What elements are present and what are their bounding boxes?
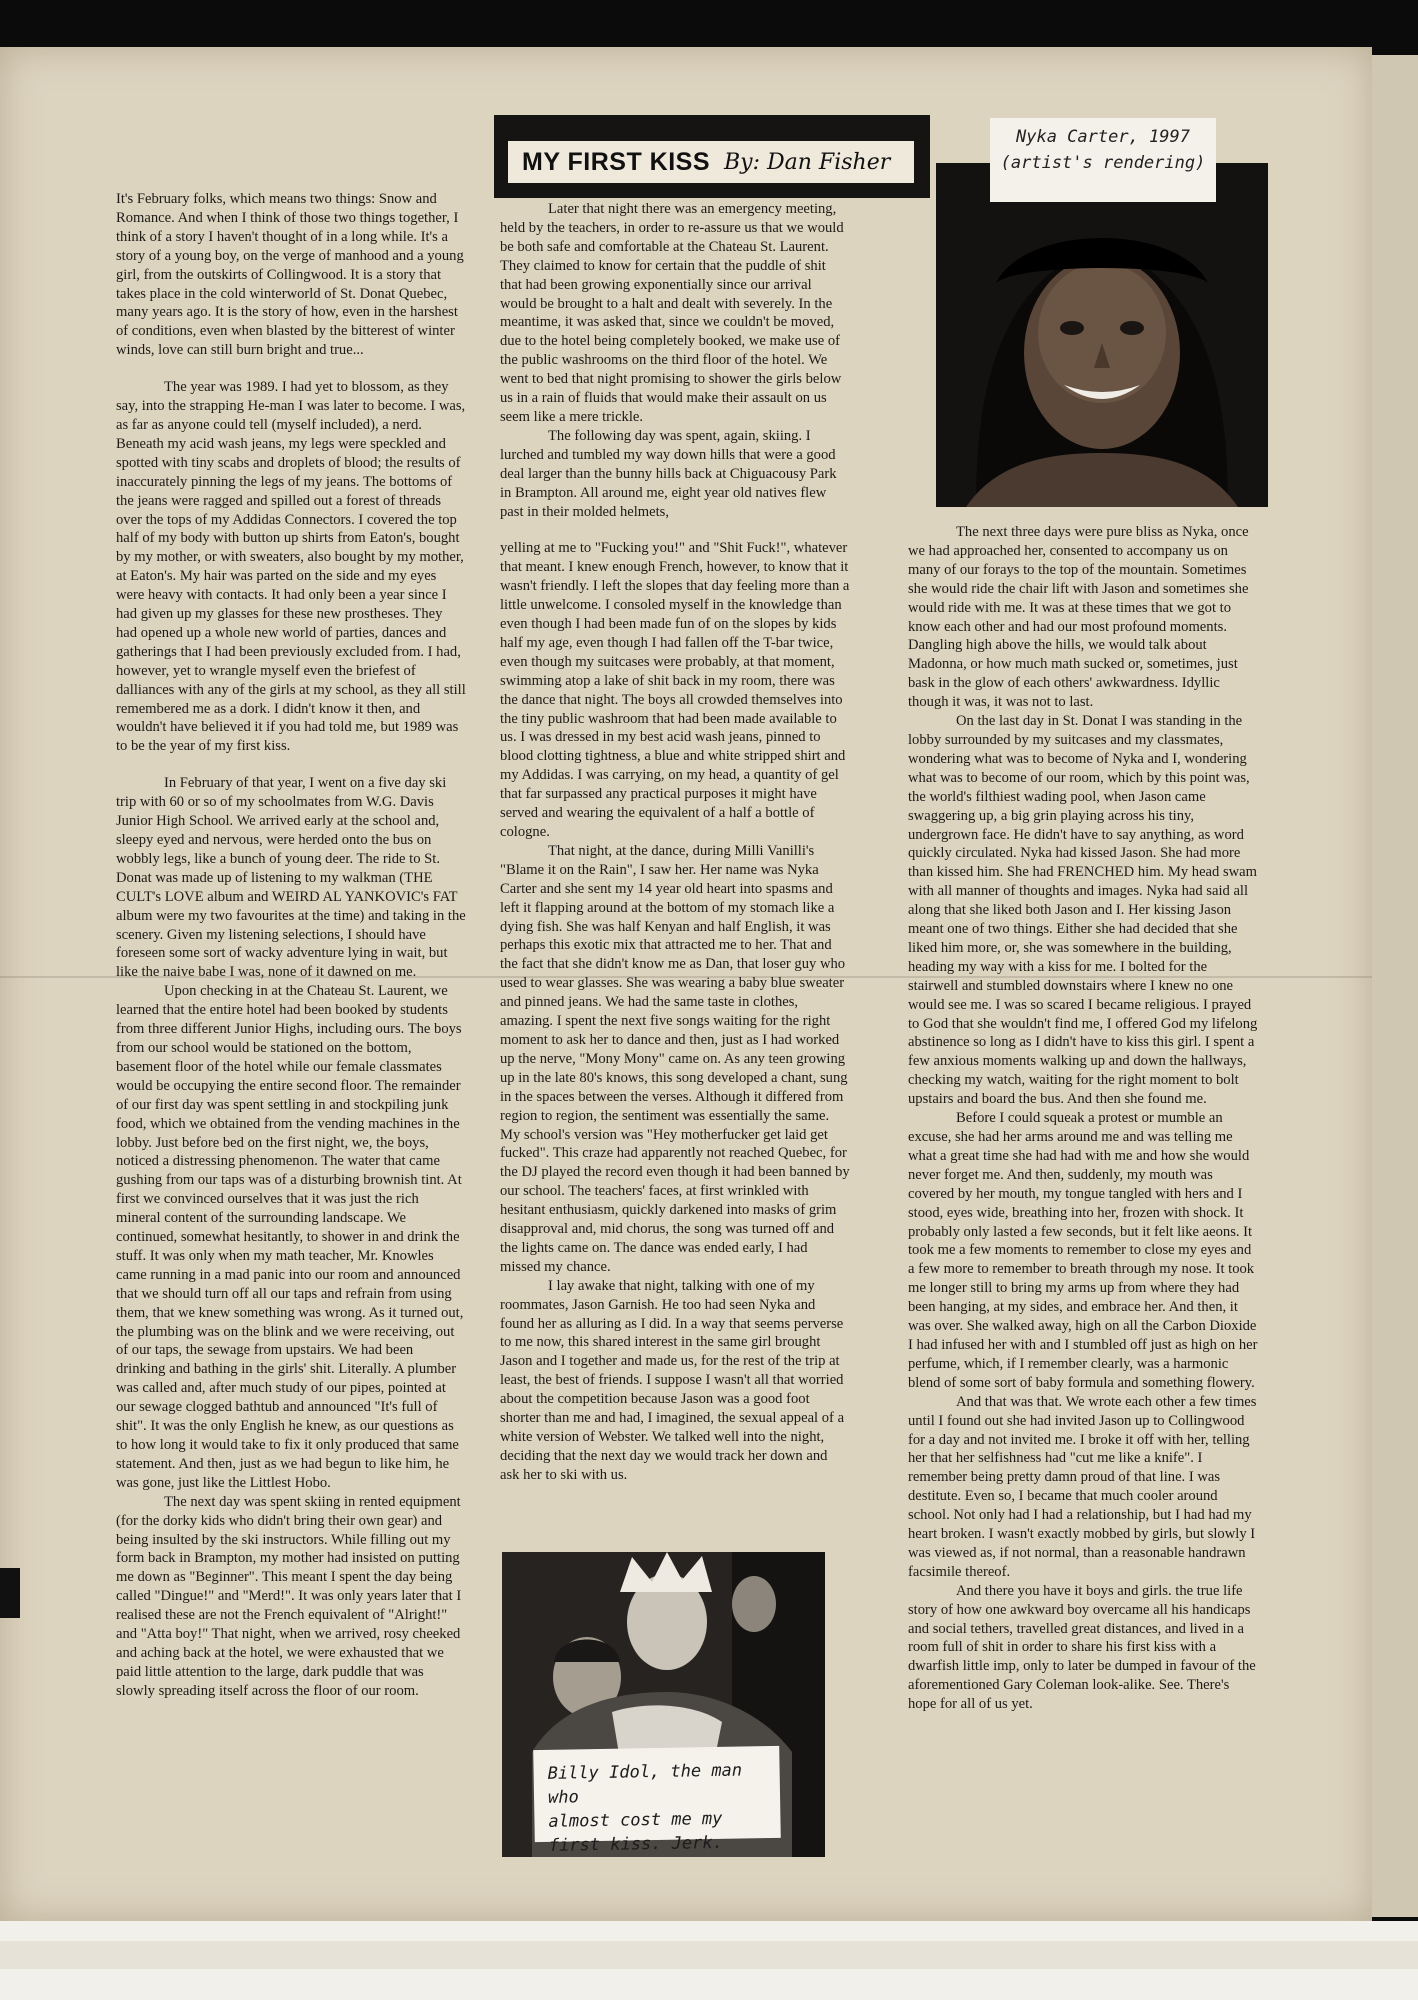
party-caption: Billy Idol, the man who almost cost me my first kiss. Jerk. xyxy=(533,1746,781,1842)
page-edge xyxy=(1372,55,1418,1917)
paragraph: The year was 1989. I had yet to blossom, as they say, into the strapping He-man I was later to become. I was, as far as anyone could tell (myself included), a nerd. Beneath my acid wash jeans, my legs were speckled and spotted with tiny scabs and droplets of blood; the results of inaccurately pinning the legs of my jeans. The bottoms of the jeans were ragged and spilled out a forest of threads over the tops of my Addidas Connectors. I covered the top half of my body with button up shirts from Eaton's, bought by my mother, or with sweaters, also bought by my mother, at Eaton's. My hair was parted on the side and my eyes were heavy with contacts. It had only been a year since I had given up my glasses for these new prostheses. They had opened up a whole new world of parties, dances and gatherings that I had been previously excluded from. I had, however, yet to wrangle myself even the briefest of dalliances with any of the girls at my school, as they all still remembered me as a dork. I didn't know it then, and wouldn't have believed it if you had told me, but 1989 was to be the year of my first kiss. xyxy=(116,379,466,755)
paragraph: The following day was spent, again, skiing. I lurched and tumbled my way down hills that were a good deal larger than the bunny hills back at Chiguacousy Park in Brampton. All around me, eight year old natives flew past in their molded helmets, xyxy=(500,427,837,520)
paragraph: Upon checking in at the Chateau St. Laurent, we learned that the entire hotel had been booked by students from three different Junior Highs, including ours. The boys from our school would be stationed on the bottom, basement floor of the hotel while our female classmates would be occupying the entire second floor. The remainder of our first day was spent settling in and stockpiling junk food, which we obtained from the vending machines in the lobby. Just before bed on the first night, we, the boys, noticed a distressing phenomenon. The water that came gushing from our taps was of a disturbing brownish tint. At first we convinced ourselves that it was just the rich mineral content of the surrounding landscape. We continued, somewhat hesitantly, to shower in and drink the stuff. It was only when my math teacher, Mr. Knowles came running in a mad panic into our room and announced that we should turn off all our taps and refrain from using them, that we knew something was wrong. As it turned out, the plumbing was on the blink and we were receiving, out of our taps, the sewage from upstairs. We had been drinking and bathing in the girls' shit. Literally. A plumber was called and, after much study of our pipes, pointed at our sewage clogged bathtub and announced "It's full of shit". It was the only English he knew, as our questions as to how long it would take to fix it only produced that same statement. And then, just as we had begun to like him, he was gone, just like the Littlest Hobo. xyxy=(116,983,464,1491)
paragraph: Later that night there was an emergency meeting, held by the teachers, in order to re-assure us that we would be both safe and comfortable at the Chateau St. Laurent. They claimed to know for certain that the puddle of shit that had been growing exponentially since our arrival would be brought to a halt and dealt with severely. In the meantime, it was asked that, since we couldn't be moved, due to the hotel being completely booked, we make use of the public washrooms on the third floor of the hotel. We went to bed that night promising to shower the girls below us in a rain of fluids that would make their assault on us seem like a mere trickle. xyxy=(500,201,844,425)
article-title: MY FIRST KISS xyxy=(522,147,711,176)
paragraph: That night, at the dance, during Milli Vanilli's "Blame it on the Rain", I saw her. Her name was Nyka Carter and she sent my 14 year old heart into spasms and left it flapping around at the bottom of my stomach like a dying fish. She was half Kenyan and half English, it was perhaps this exotic mix that attracted me to her. That and the fact that she didn't know me as Dan, that loser guy who used to wear glasses. She was wearing a baby blue sweater and pinned jeans. We had the same taste in clothes, amazing. I spent the next five songs waiting for the right moment to ask her to dance and then, just as I had worked up the nerve, "Mony Mony" came on. As any teen growing up in the late 80's knows, this song developed a chant, sung in the spaces between the verses. Although it differed from region to region, the sentiment was essentially the same. My school's version was "Hey motherfucker get laid get fucked". This craze had apparently not reached Quebec, for the DJ played the record even though it had been banned by our school. The teachers' faces, at first wrinkled with hesitant enthusiasm, quickly darkened into masks of grim disapproval and, mid chorus, the song was turned off and the lights came on. The dance was ended early, I had missed my chance. xyxy=(500,842,850,1275)
paragraph: And there you have it boys and girls. the true life story of how one awkward boy overcame all his handicaps and social tethers, travelled great distances, and lived in a room full of shit in order to share his first kiss with a dwarfish little imp, only to later be dumped in favour of the aforementioned Gary Coleman look-alike. See. There's hope for all of us yet. xyxy=(908,1582,1256,1713)
paragraph: I lay awake that night, talking with one of my roommates, Jason Garnish. He too had seen Nyka and found her as alluring as I did. In a way that seems perverse to me now, this shared interest in the same girl brought Jason and I together and made us, for the rest of the trip at least, the best of friends. I suppose I wasn't all that worried about the competition because Jason was a good foot shorter than me and had, I imagined, the sexual appeal of a white version of Webster. We talked well into the night, deciding that the next day we would track her down and ask her to ski with us. xyxy=(500,1277,845,1483)
column-2 xyxy=(500,200,850,1485)
portrait-image xyxy=(936,163,1268,507)
paragraph: On the last day in St. Donat I was standing in the lobby surrounded by my suitcases and my classmates, wondering what was to become of Nyka and I, wondering what was to become of our room, which by this point was, the world's filthiest wading pool, when Jason came swaggering up, a big grin playing across his tiny, undergrown face. He didn't have to say anything, as word quickly circulated. Nyka had kissed Jason. She had more than kissed him. She had FRENCHED him. My head swam with all manner of thoughts and images. Nyka had said all along that she liked both Jason and I. Her kissing Jason meant one of two things. Either she had decided that she liked him more, or, she was somewhere in the building, heading my way with a kiss for me. I bolted for the stairwell and stumbled downstairs where I knew no one would see me. I was so scared I became religious. I prayed to God that she wouldn't find me, I offered God my lifelong abstinence so long as I didn't have to kiss this girl. I spent a few anxious moments walking up and down the hallways, checking my watch, waiting for the right moment to bolt upstairs and board the bus. And then she found me. xyxy=(908,713,1258,1108)
portrait-caption: Nyka Carter, 1997 (artist's rendering) xyxy=(990,118,1216,202)
article-title-box xyxy=(494,115,930,198)
scanner-margin xyxy=(0,1921,1418,2000)
column-1 xyxy=(116,190,466,1701)
paragraph: Before I could squeak a protest or mumble an excuse, she had her arms around me and was telling me what a great time she had had with me and how she would never forget me. And then, suddenly, my mouth was covered by her mouth, my tongue tangled with hers and I stood, eyes wide, breathing into her, frozen with shock. It probably only lasted a few seconds, but it felt like aeons. It took me a few moments to remember to close my eyes and a few more to remember to breath through my nose. It took me longer still to bring my arms up from where they had been hanging, at my sides, and embrace her. And then, it was over. She walked away, high on all the Carbon Dioxide I had infused her with and I stumbled off just as high on her perfume, which, if I remember clearly, was a harmonic blend of some sort of baby formula and something flowery. xyxy=(908,1110,1258,1391)
byline: By: Dan Fisher xyxy=(724,149,891,175)
paragraph: In February of that year, I went on a five day ski trip with 60 or so of my schoolmates from W.G. Davis Junior High School. We arrived early at the school and, sleepy eyed and nervous, were herded onto the bus on wobbly legs, like a bunch of young deer. The ride to St. Donat was made up of listening to my walkman (THE CULT's LOVE album and WEIRD AL YANKOVIC's FAT album were my two favourites at the time) and taking in the scenery. Given my listening selections, I should have foreseen some sort of wacky adventure lying in wait, but like the naive babe I was, none of it dawned on me. xyxy=(116,775,466,981)
paragraph: And that was that. We wrote each other a few times until I found out she had invited Jason up to Collingwood for a day and not invited me. I broke it off with her, telling her that her selfishness had "cut me like a knife". I remember being pretty damn proud of that line. I was destitute. Even so, I became that much cooler around school. Not only had I had a relationship, but I had had my heart broken. I wasn't exactly mobbed by girls, but slowly I was viewed as, if not normal, than a reasonable handrawn facsimile thereof. xyxy=(908,1393,1257,1580)
portrait-photo xyxy=(936,163,1268,507)
paragraph: The next day was spent skiing in rented equipment (for the dorky kids who didn't bring their own gear) and being insulted by the ski instructors. While filling out my form back in Brampton, my mother had insisted on putting me down as "Beginner". This meant I spent the day being called "Dingue!" and "Merd!". It was only years later that I realised these are not the French equivalent of "Alright!" and "Atta boy!" That night, when we arrived, rosy cheeked and aching back at the hotel, we were exhausted that we paid little attention to the large, dark puddle that was slowly spreading itself across the floor of our room. xyxy=(116,1493,462,1699)
column-3 xyxy=(908,523,1260,1714)
paragraph: It's February folks, which means two things: Snow and Romance. And when I think of those two things together, I think of a story I haven't thought of in a long while. It's a story of a young boy, on the verge of manhood and a young girl, from the outskirts of Collingwood. It is a story that takes place in the cold winterworld of St. Donat Quebec, many years ago. It is the story of how, even in the harshest of conditions, even when blasted by the bitterest of winter winds, love can still burn bright and true... xyxy=(116,191,464,359)
paragraph: The next three days were pure bliss as Nyka, once we had approached her, consented to accompany us on many of our forays to the top of the mountain. Sometimes she would ride the chair lift with Jason and sometimes she would ride with me. It was at these times that we got to know each other and had our most profound moments. Dangling high above the hills, we would talk about Madonna, or how much math sucked or, sometimes, just bask in the glow of each others' awkwardness. Idyllic though it was, it was not to last. xyxy=(908,524,1249,711)
paragraph: yelling at me to "Fucking you!" and "Shit Fuck!", whatever that meant. I knew enough French, however, to know that it wasn't friendly. I left the slopes that day feeling more than a little unwelcome. I consoled myself in the knowledge than even though I had been made fun of on the slopes by kids half my age, even though I had fallen off the T-bar twice, even though my suitcases were probably, at that moment, swimming atop a lake of shit back in my room, there was the dance that night. The boys all crowded themselves into the tiny public washroom that had been made available to us. I was dressed in my best acid wash jeans, pinned to blood clotting tightness, a blue and white stripped shirt and my Addidas. I was carrying, on my head, a quantity of gel that far surpassed any practical purposes it might have served and wearing the equivalent of a half a bottle of cologne. xyxy=(500,540,850,840)
binder-tab xyxy=(0,1568,20,1618)
